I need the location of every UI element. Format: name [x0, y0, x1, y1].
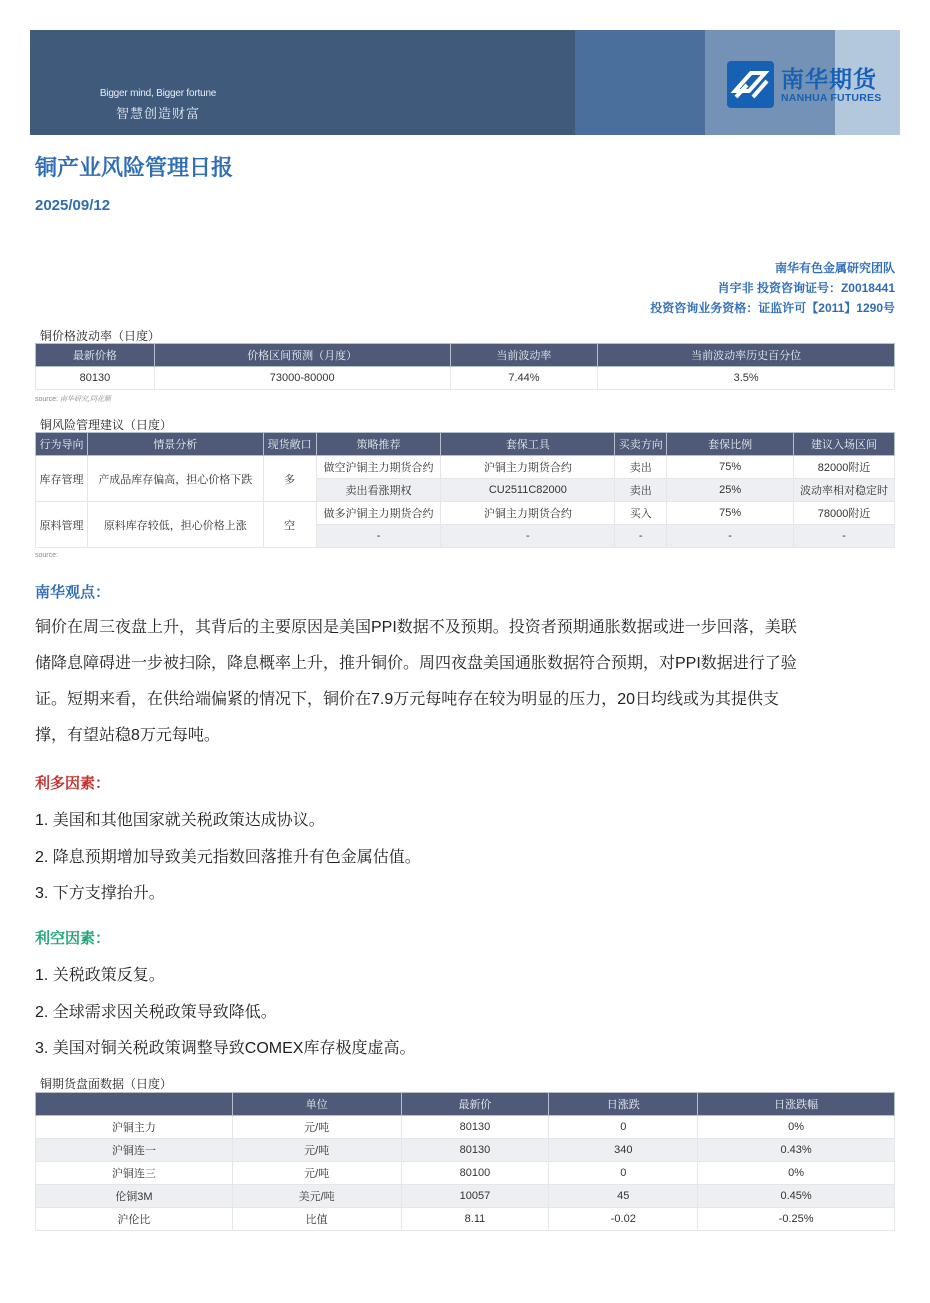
table-row	[36, 1162, 895, 1185]
scenario-cell: 原料库存较低，担心价格上涨	[87, 502, 263, 548]
contract-cell: 沪伦比	[36, 1208, 233, 1231]
column-header: 策略推荐	[316, 433, 441, 456]
change-pct-cell: 0%	[698, 1116, 895, 1139]
unit-cell: 美元/吨	[232, 1185, 401, 1208]
viewpoint-heading: 南华观点：	[35, 584, 111, 601]
column-header	[36, 1093, 233, 1116]
direction-cell: 卖出	[615, 479, 667, 502]
change-cell: 45	[549, 1185, 698, 1208]
slogan-en: Bigger mind, Bigger fortune	[99, 88, 217, 99]
change-cell: 340	[549, 1139, 698, 1162]
unit-cell: 元/吨	[232, 1116, 401, 1139]
futures-data-table	[35, 1092, 895, 1231]
change-cell: 0	[549, 1116, 698, 1139]
volatility-table	[35, 343, 895, 390]
price-cell: 80130	[401, 1139, 549, 1162]
column-header: 单位	[232, 1093, 401, 1116]
strategy-cell: -	[316, 525, 441, 548]
price-range-cell: 73000-80000	[154, 367, 450, 390]
column-header: 当前波动率	[450, 344, 598, 367]
latest-price-cell: 80130	[36, 367, 155, 390]
company-logo	[727, 61, 881, 108]
page-title: 铜产业风险管理日报	[35, 155, 234, 180]
contract-cell: 伦铜3M	[36, 1185, 233, 1208]
team-name: 南华有色金属研究团队	[774, 261, 895, 275]
table-row	[36, 1116, 895, 1139]
viewpoint-line: 撑，有望站稳8万元每吨。	[35, 727, 220, 744]
analyst-info: 肖宇非 投资咨询证号：Z0018441	[717, 281, 895, 295]
price-cell: 8.11	[401, 1208, 549, 1231]
price-cell: 80130	[401, 1116, 549, 1139]
volatility-percentile-cell: 3.5%	[598, 367, 895, 390]
change-pct-cell: 0.45%	[698, 1185, 895, 1208]
entry-range-cell: -	[794, 525, 895, 548]
price-cell: 10057	[401, 1185, 549, 1208]
change-pct-cell: 0.43%	[698, 1139, 895, 1162]
slogan	[88, 88, 228, 122]
hedge-tool-cell: 沪铜主力期货合约	[441, 456, 615, 479]
contract-cell: 沪铜连一	[36, 1139, 233, 1162]
hedge-ratio-cell: 25%	[667, 479, 794, 502]
exposure-cell: 多	[263, 456, 316, 502]
strategy-cell: 做空沪铜主力期货合约	[316, 456, 441, 479]
bearish-item: 3. 美国对铜关税政策调整导致COMEX库存极度虚高。	[35, 1040, 416, 1057]
hedge-tool-cell: CU2511C82000	[441, 479, 615, 502]
column-header: 日涨跌幅	[698, 1093, 895, 1116]
bearish-item: 2. 全球需求因关税政策导致降低。	[35, 1004, 277, 1021]
logo-en: NANHUA FUTURES	[781, 91, 882, 104]
table-row	[36, 367, 895, 390]
change-pct-cell: -0.25%	[698, 1208, 895, 1231]
entry-range-cell: 78000附近	[794, 502, 895, 525]
bullish-heading: 利多因素：	[35, 775, 111, 792]
viewpoint-line: 铜价在周三夜盘上升，其背后的主要原因是美国PPI数据不及预期。投资者预期通胀数据或进一步回落，美联	[35, 619, 797, 636]
table-header-row	[36, 344, 895, 367]
hedge-ratio-cell: 75%	[667, 456, 794, 479]
bearish-item: 1. 关税政策反复。	[35, 967, 165, 984]
hedge-ratio-cell: -	[667, 525, 794, 548]
bullish-item: 3. 下方支撑抬升。	[35, 885, 165, 902]
column-header: 最新价格	[36, 344, 155, 367]
current-volatility-cell: 7.44%	[450, 367, 598, 390]
direction-cell: -	[615, 525, 667, 548]
unit-cell: 比值	[232, 1208, 401, 1231]
bullish-item: 2. 降息预期增加导致美元指数回落推升有色金属估值。	[35, 849, 421, 866]
change-cell: -0.02	[549, 1208, 698, 1231]
entry-range-cell: 82000附近	[794, 456, 895, 479]
risk-table-caption: 铜风险管理建议（日度）	[40, 418, 173, 432]
column-header: 现货敞口	[263, 433, 316, 456]
column-header: 日涨跌	[549, 1093, 698, 1116]
table-row	[36, 1208, 895, 1231]
column-header: 价格区间预测（月度）	[154, 344, 450, 367]
table-row	[36, 502, 895, 525]
entry-range-cell: 波动率相对稳定时	[794, 479, 895, 502]
hedge-tool-cell: -	[441, 525, 615, 548]
strategy-cell: 卖出看涨期权	[316, 479, 441, 502]
column-header: 当前波动率历史百分位	[598, 344, 895, 367]
banner-segment-dark	[30, 30, 575, 135]
bullish-item: 1. 美国和其他国家就关税政策达成协议。	[35, 812, 325, 829]
column-header: 建议入场区间	[794, 433, 895, 456]
exposure-cell: 空	[263, 502, 316, 548]
risk-management-table	[35, 432, 895, 548]
column-header: 套保比例	[667, 433, 794, 456]
behavior-cell: 原料管理	[36, 502, 88, 548]
volatility-table-caption: 铜价格波动率（日度）	[40, 329, 161, 343]
volatility-source: source: 南华研究,同花顺	[35, 396, 111, 403]
column-header: 情景分析	[87, 433, 263, 456]
risk-table-source: source:	[35, 552, 58, 559]
table-row	[36, 456, 895, 479]
nanhua-logo-icon	[727, 61, 774, 108]
column-header: 套保工具	[441, 433, 615, 456]
table-header-row	[36, 433, 895, 456]
direction-cell: 买入	[615, 502, 667, 525]
banner-segment-mid	[575, 30, 705, 135]
change-pct-cell: 0%	[698, 1162, 895, 1185]
hedge-tool-cell: 沪铜主力期货合约	[441, 502, 615, 525]
team-info	[650, 258, 895, 318]
column-header: 行为导向	[36, 433, 88, 456]
column-header: 买卖方向	[615, 433, 667, 456]
direction-cell: 卖出	[615, 456, 667, 479]
logo-text	[781, 66, 881, 104]
column-header: 最新价	[401, 1093, 549, 1116]
scenario-cell: 产成品库存偏高，担心价格下跌	[87, 456, 263, 502]
strategy-cell: 做多沪铜主力期货合约	[316, 502, 441, 525]
contract-cell: 沪铜主力	[36, 1116, 233, 1139]
table-row	[36, 1185, 895, 1208]
contract-cell: 沪铜连三	[36, 1162, 233, 1185]
viewpoint-paragraph	[35, 610, 895, 754]
slogan-cn: 智慧创造财富	[115, 106, 200, 121]
change-cell: 0	[549, 1162, 698, 1185]
viewpoint-line: 证。短期来看，在供给端偏紧的情况下，铜价在7.9万元每吨存在较为明显的压力，20日均线或为其提供支	[35, 691, 780, 708]
logo-cn: 南华期货	[781, 65, 877, 92]
viewpoint-line: 储降息障碍进一步被扫除，降息概率上升，推升铜价。周四夜盘美国通胀数据符合预期，对PPI数据进行了验	[35, 655, 797, 672]
license-info: 投资咨询业务资格：证监许可【2011】1290号	[650, 301, 895, 315]
price-cell: 80100	[401, 1162, 549, 1185]
behavior-cell: 库存管理	[36, 456, 88, 502]
table-row	[36, 1139, 895, 1162]
report-date: 2025/09/12	[35, 197, 111, 214]
bearish-heading: 利空因素：	[35, 930, 111, 947]
unit-cell: 元/吨	[232, 1162, 401, 1185]
hedge-ratio-cell: 75%	[667, 502, 794, 525]
unit-cell: 元/吨	[232, 1139, 401, 1162]
table-header-row	[36, 1093, 895, 1116]
futures-table-caption: 铜期货盘面数据（日度）	[40, 1077, 173, 1091]
